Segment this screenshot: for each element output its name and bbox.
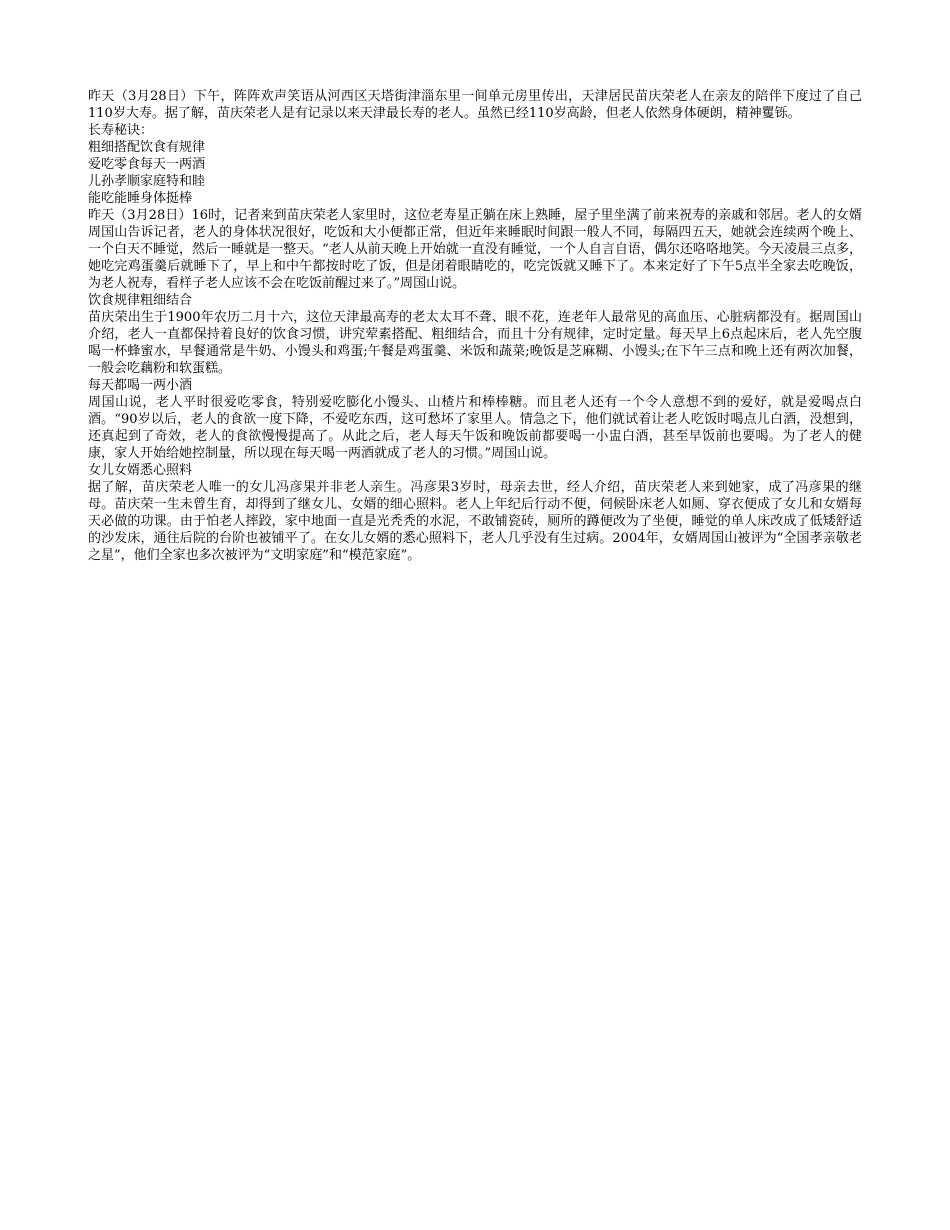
section-heading: 能吃能睡身体挺棒: [88, 191, 193, 206]
section-heading: 女儿女婿悉心照料: [88, 463, 193, 478]
section-body: 苗庆荣出生于1900年农历二月十六，这位天津最高寿的老太太耳不聋、眼不花，连老年人最常见的高血压、心脏病都没有。据周国山介绍，老人一直都保持着良好的饮食习惯，讲究荤素搭配、粗细结合，而且十分有规律，定时定量。每天早上6点起床后，老人先空腹喝一杯蜂蜜水，早餐通常是牛奶、小馒头和鸡蛋;午餐是鸡蛋羹、米饭和蔬菜;晚饭是芝麻糊、小馒头;在下午三点和晚上还有两次加餐，一般会吃藕粉和软蛋糕。: [88, 310, 862, 376]
section-heading: 每天都喝一两小酒: [88, 378, 193, 393]
longevity-secret-item: 粗细搭配饮食有规律: [88, 140, 206, 155]
section-body: 据了解，苗庆荣老人唯一的女儿冯彦果并非老人亲生。冯彦果3岁时，母亲去世，经人介绍，苗庆荣老人来到她家，成了冯彦果的继母。苗庆荣一生未曾生育，却得到了继女儿、女婿的细心照料。老人上年纪后行动不便，伺候卧床老人如厕、穿衣便成了女儿和女婿每天必做的功课。由于怕老人摔跤，家中地面一直是光秃秃的水泥，不敢铺瓷砖，厕所的蹲便改为了坐便，睡觉的单人床改成了低矮舒适的沙发床，通往后院的台阶也被铺平了。在女儿女婿的悉心照料下，老人几乎没有生过病。2004年，女婿周国山被评为“全国孝亲敬老之星”，他们全家也多次被评为“文明家庭”和“模范家庭”。: [88, 480, 862, 563]
longevity-secret-item: 爱吃零食每天一两酒: [88, 157, 206, 172]
longevity-secret-item: 儿孙孝顺家庭特和睦: [88, 174, 206, 189]
longevity-secrets-title: 长寿秘诀：: [88, 123, 154, 138]
article: [88, 88, 862, 564]
section-body: 周国山说，老人平时很爱吃零食，特别爱吃膨化小馒头、山楂片和棒棒糖。而且老人还有一个令人意想不到的爱好，就是爱喝点白酒。“90岁以后，老人的食欲一度下降，不爱吃东西，这可愁坏了家里人。情急之下，他们就试着让老人吃饭时喝点儿白酒，没想到，还真起到了奇效，老人的食欲慢慢提高了。从此之后，老人每天午饭和晚饭前都要喝一小盅白酒，甚至早饭前也要喝。为了老人的健康，家人开始给她控制量，所以现在每天喝一两酒就成了老人的习惯。”周国山说。: [88, 395, 862, 461]
article-intro: 昨天（3月28日）下午，阵阵欢声笑语从河西区天塔街津淄东里一间单元房里传出，天津居民苗庆荣老人在亲友的陪伴下度过了自己110岁大寿。据了解，苗庆荣老人是有记录以来天津最长寿的老人。虽然已经110岁高龄，但老人依然身体硬朗，精神矍铄。: [88, 89, 862, 121]
section-body: 昨天（3月28日）16时，记者来到苗庆荣老人家里时，这位老寿星正躺在床上熟睡，屋子里坐满了前来祝寿的亲戚和邻居。老人的女婿周国山告诉记者，老人的身体状况很好，吃饭和大小便都正常，但近年来睡眠时间跟一般人不同，每隔四五天，她就会连续两个晚上、一个白天不睡觉，然后一睡就是一整天。“老人从前天晚上开始就一直没有睡觉，一个人自言自语，偶尔还咯咯地笑。今天凌晨三点多，她吃完鸡蛋羹后就睡下了，早上和中午都按时吃了饭，但是闭着眼睛吃的，吃完饭就又睡下了。本来定好了下午5点半全家去吃晚饭，为老人祝寿，看样子老人应该不会在吃饭前醒过来了。”周国山说。: [88, 208, 862, 291]
section-heading: 饮食规律粗细结合: [88, 293, 193, 308]
